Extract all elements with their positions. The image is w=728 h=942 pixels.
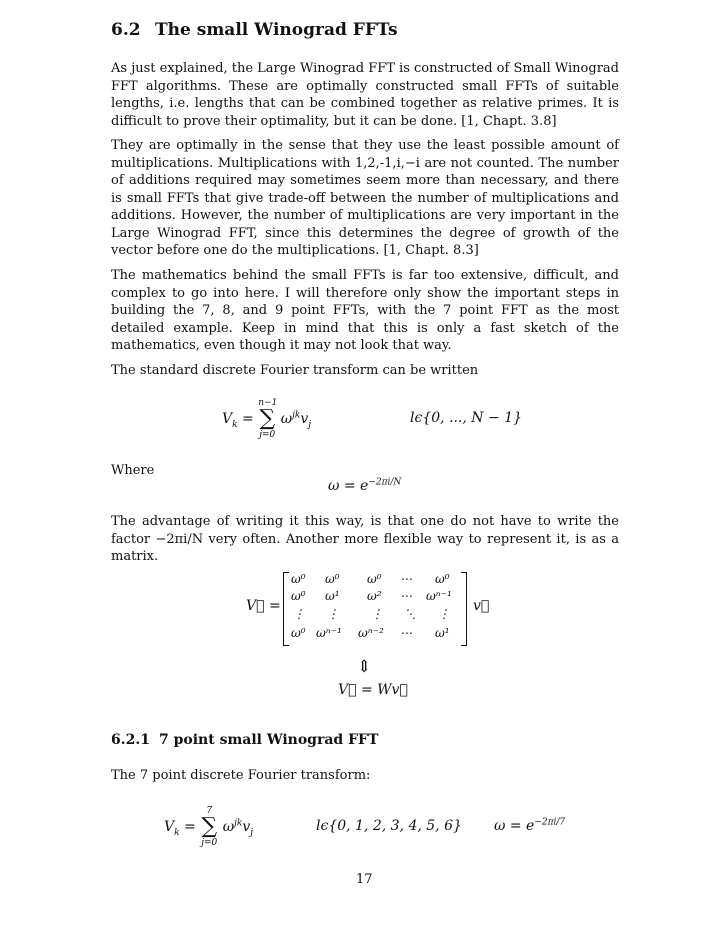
matrix-cell: ωⁿ⁻² — [358, 626, 384, 640]
matrix-cell: ⋮ — [438, 607, 450, 621]
seven-omega-definition — [494, 818, 565, 834]
seven-sum-operator — [200, 806, 218, 848]
equivalence-arrow: ⇕ — [357, 657, 372, 677]
page-number: 17 — [356, 872, 373, 887]
matrix-cell: ⋱ — [404, 607, 416, 621]
seven-omega-def-exp: −2πi/7 — [534, 817, 566, 828]
dft-omega: ω — [280, 411, 293, 427]
matrix-cell: ⋯ — [400, 572, 412, 586]
seven-sum-lower: j=0 — [201, 838, 218, 848]
paragraph-mathematics: The mathematics behind the small FFTs is far too extensive, difficult, and complex to go into here. I will therefore only show the important steps in building the 7, 8, and 9 point FFTs, with the 7 point FFT as the most detailed example. Keep in mind that this is only a fast sketch of the mathematics, even though it may not look that way. — [111, 268, 619, 353]
matrix-cell: ⋮ — [327, 607, 339, 621]
dft-lhs: V — [222, 411, 233, 427]
paragraph-where: Where — [111, 463, 155, 478]
matrix-equation: V⃗ = Wv⃗ — [338, 682, 408, 698]
omega-def-exp: −2πi/N — [368, 477, 402, 488]
paragraph-advantage: The advantage of writing it this way, is that one do not have to write the factor −2πi/N very often. Another more flexible way to represent it, is as a matrix. — [111, 514, 619, 564]
section-title-text: The small Winograd FFTs — [155, 20, 398, 40]
omega-definition — [328, 478, 401, 494]
matrix-left-bracket — [283, 572, 289, 646]
section-number: 6.2 — [111, 20, 141, 40]
dft-matrix — [283, 572, 467, 644]
paragraph-dft-intro: The standard discrete Fourier transform can be written — [111, 363, 479, 378]
matrix-cell: ω⁰ — [291, 589, 306, 603]
seven-omega-exp: jk — [234, 818, 243, 829]
paragraph-optimality: They are optimally in the sense that they use the least possible amount of multiplications. Multiplications with 1,2,-1,i,−i are not counted. The number of additions required may sometimes seem more than necessary, and there is small FFTs that give trade-off between the number of multiplications and additions. However, the number of multiplications are very important in the Large Winograd FFT, since this determines the degree of growth of the vector before one do the multiplications. [1, Chapt. 8.3] — [111, 138, 619, 258]
subsection-number: 6.2.1 — [111, 732, 150, 748]
matrix-cell: ω¹ — [325, 589, 340, 603]
section-title — [111, 20, 398, 40]
matrix-cell: ⋯ — [400, 589, 412, 603]
dft-v: v — [300, 411, 309, 427]
subsection-title — [111, 732, 378, 748]
matrix-cell: ω⁰ — [325, 572, 340, 586]
matrix-cell: ω⁰ — [291, 572, 306, 586]
seven-sum-upper: 7 — [206, 806, 213, 816]
seven-v: v — [242, 819, 251, 835]
sum-symbol: ∑ — [259, 406, 276, 431]
paragraph-seven-point: The 7 point discrete Fourier transform: — [111, 768, 371, 783]
matrix-right-bracket — [461, 572, 467, 646]
omega-def-text: ω = e — [328, 478, 369, 494]
seven-omega: ω — [222, 819, 235, 835]
matrix-cell: ⋮ — [371, 607, 383, 621]
matrix-lhs: V⃗ = — [246, 598, 281, 614]
matrix-cell: ωⁿ⁻¹ — [426, 589, 452, 603]
sum-operator — [258, 398, 276, 440]
sum-upper-limit: n−1 — [258, 398, 278, 408]
seven-range: lϵ{0, 1, 2, 3, 4, 5, 6} — [316, 818, 462, 834]
matrix-cell: ω⁰ — [435, 572, 450, 586]
seven-omega-def: ω = e — [494, 818, 535, 834]
matrix-cell: ⋮ — [293, 607, 305, 621]
seven-point-equation — [164, 806, 253, 848]
matrix-cell: ωⁿ⁻¹ — [316, 626, 342, 640]
dft-lhs-sub: k — [232, 419, 238, 430]
dft-omega-exp: jk — [292, 410, 301, 421]
seven-lhs-sub: k — [174, 827, 180, 838]
matrix-cell: ⋯ — [400, 626, 412, 640]
matrix-cell: ω² — [367, 589, 382, 603]
matrix-cell: ω⁰ — [367, 572, 382, 586]
dft-equals: = — [242, 411, 254, 427]
seven-equals: = — [184, 819, 196, 835]
sum-lower-limit: j=0 — [259, 430, 276, 440]
matrix-cell: ω¹ — [435, 626, 450, 640]
dft-range: lϵ{0, ..., N − 1} — [410, 410, 522, 426]
matrix-rhs-vector: v⃗ — [473, 598, 490, 614]
seven-sum-symbol: ∑ — [201, 814, 218, 839]
dft-equation — [222, 398, 311, 440]
paragraph-intro: As just explained, the Large Winograd FFT is constructed of Small Winograd FFT algorithms. These are optimally constructed small FFTs of suitable lengths, i.e. lengths that can be combined together as relative primes. It is difficult to prove their optimality, but it can be done. [1, Chapt. 3.8] — [111, 61, 619, 129]
seven-lhs: V — [164, 819, 175, 835]
seven-v-sub: j — [250, 827, 254, 838]
matrix-cell: ω⁰ — [291, 626, 306, 640]
dft-v-sub: j — [308, 419, 312, 430]
subsection-title-text: 7 point small Winograd FFT — [159, 732, 379, 748]
